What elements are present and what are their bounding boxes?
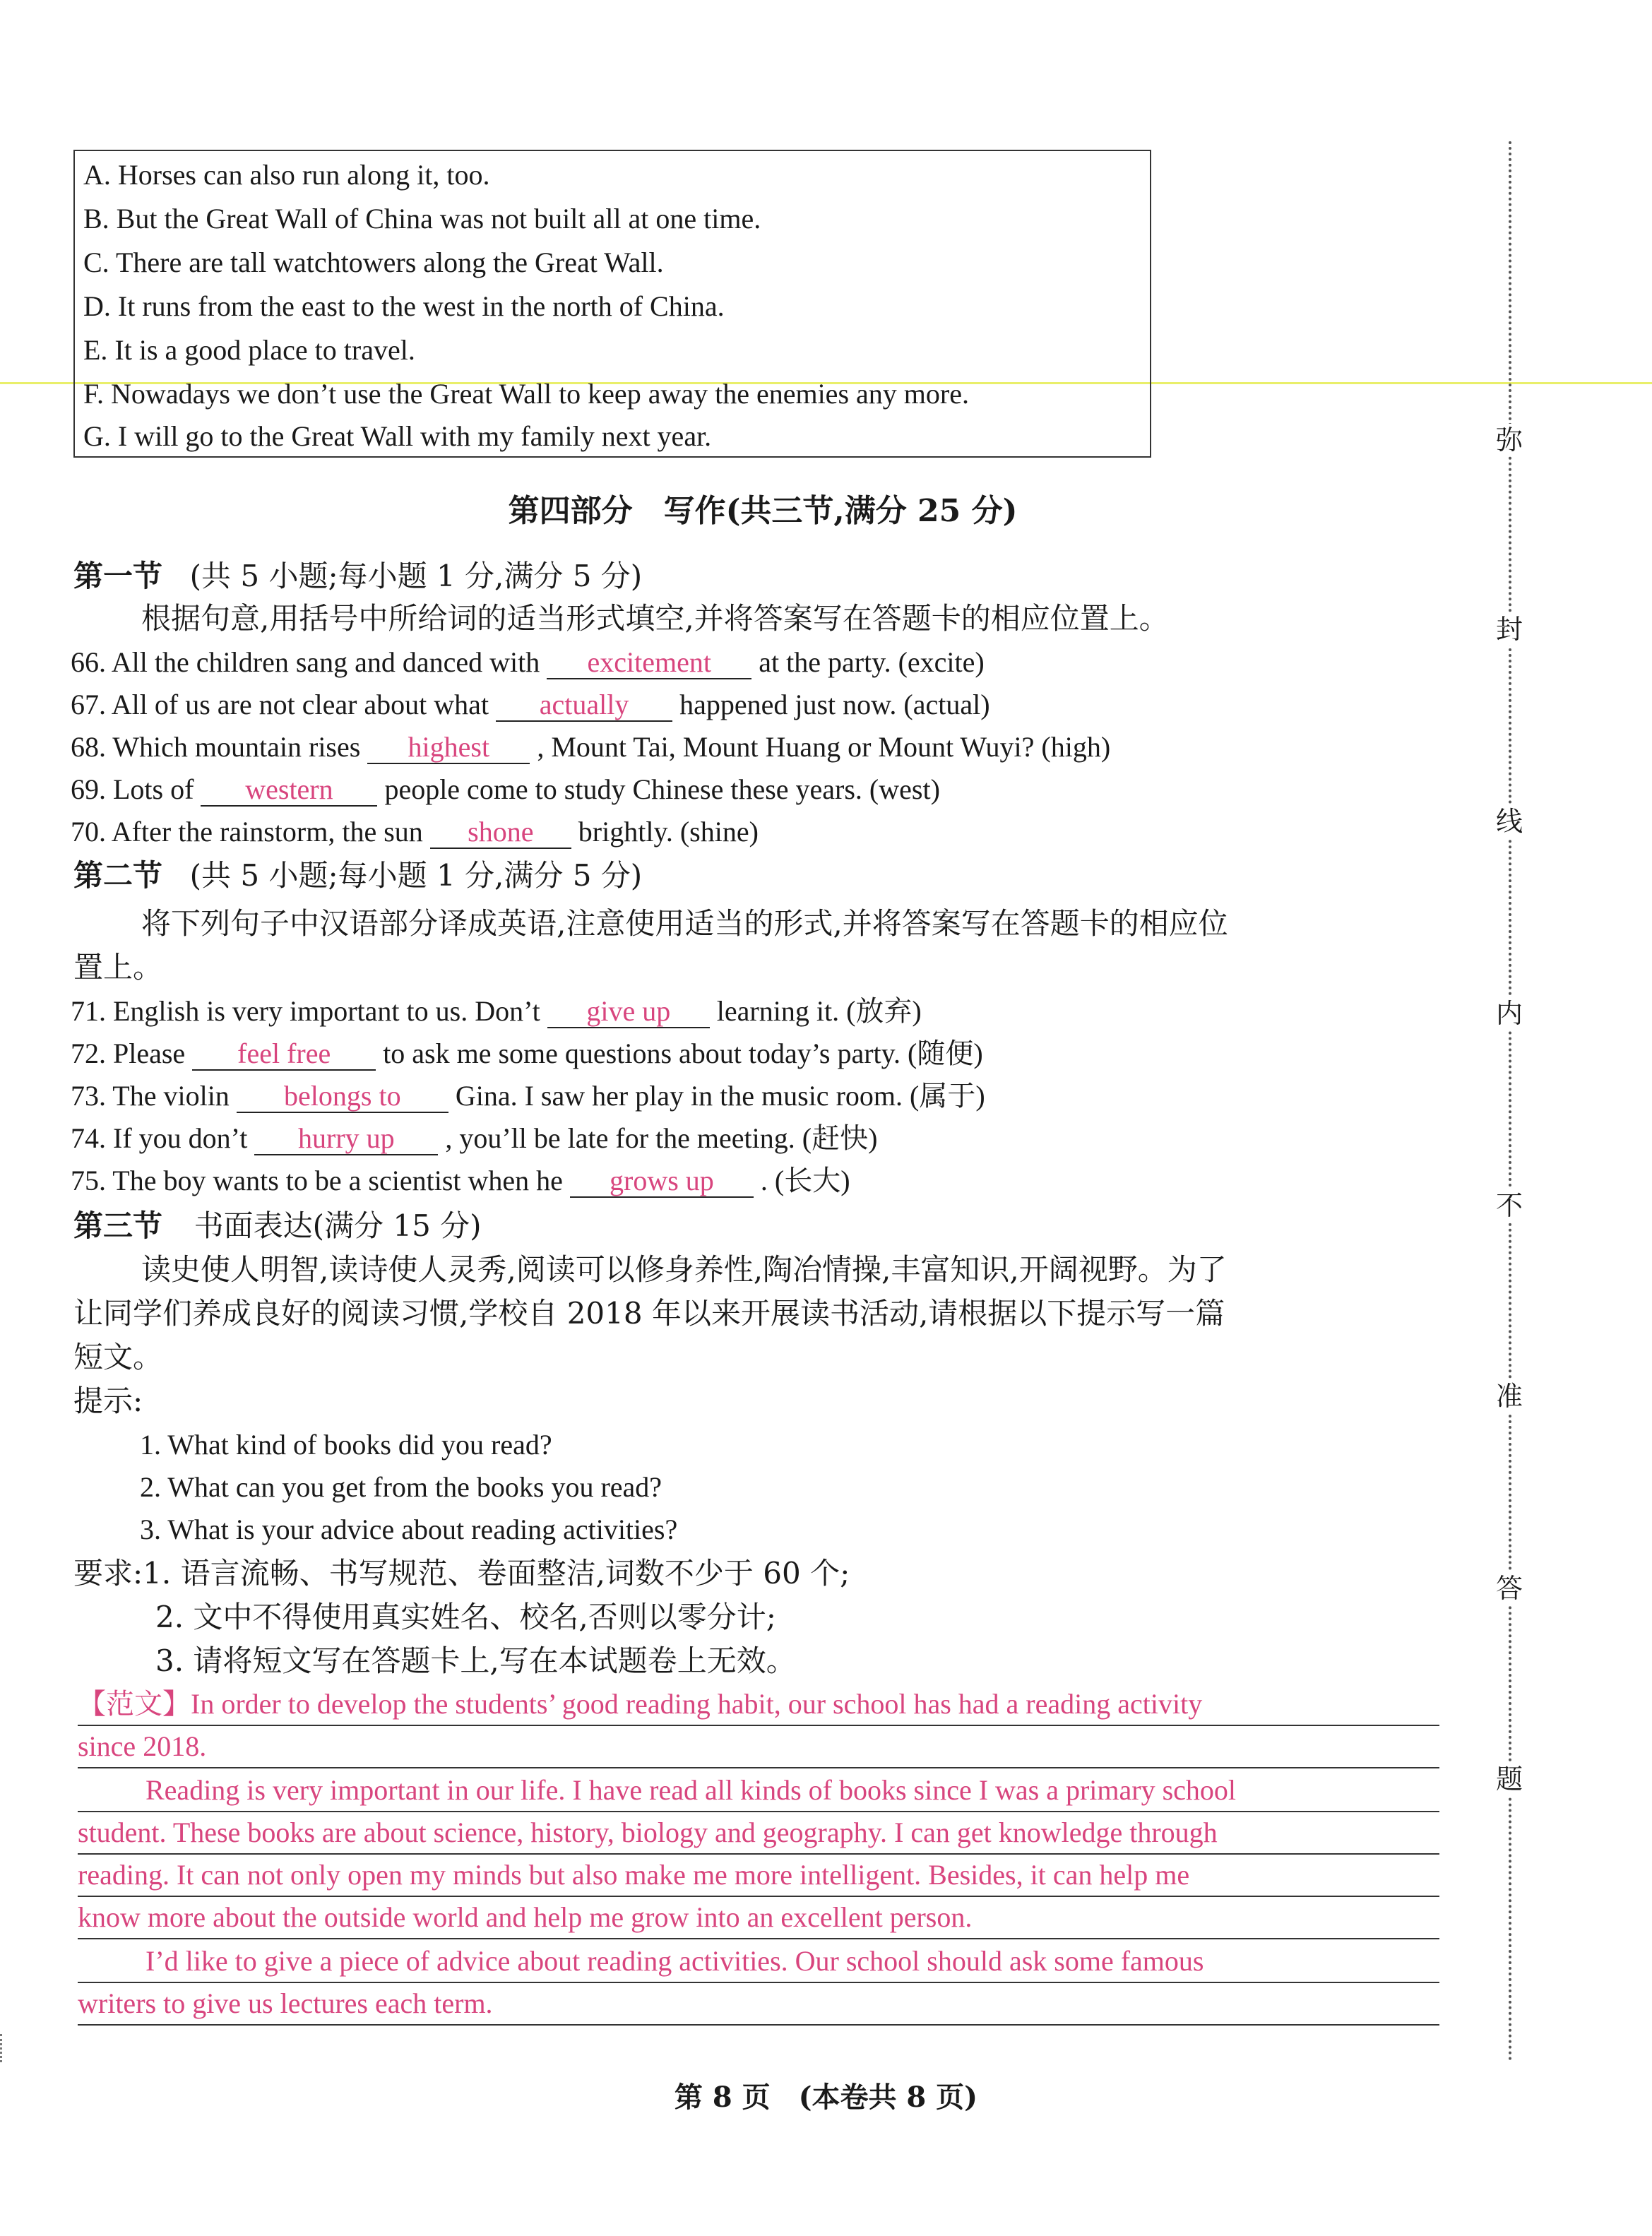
- answer-75: grows up: [570, 1165, 754, 1198]
- question-71: 71. English is very important to us. Don’t give up learning it. (放弃): [71, 995, 922, 1027]
- question-75: 75. The boy wants to be a scientist when he grows up . (长大): [71, 1165, 850, 1196]
- answer-73: belongs to: [237, 1081, 448, 1113]
- question-74: 74. If you don’t hurry up , you’ll be late for the meeting. (赶快): [71, 1122, 878, 1154]
- essay-line-1: 【范文】In order to develop the students’ good reading habit, our school has had a reading activity: [78, 1684, 1439, 1726]
- section1-meta: (共 5 小题;每小题 1 分,满分 5 分): [189, 559, 643, 593]
- options-box: [73, 150, 1151, 458]
- option-f: F. Nowadays we don’t use the Great Wall to keep away the enemies any more.: [83, 378, 969, 410]
- binding-char-6: 准: [1493, 1380, 1526, 1413]
- hints-label: 提示:: [73, 1384, 143, 1418]
- answer-71: give up: [547, 996, 710, 1028]
- essay-line-8: writers to give us lectures each term.: [78, 1983, 1439, 2026]
- question-69: 69. Lots of western people come to study Chinese these years. (west): [71, 773, 940, 805]
- question-70: 70. After the rainstorm, the sun shone brightly. (shine): [71, 816, 759, 848]
- binding-char-4: 内: [1493, 997, 1526, 1030]
- requirement-1: 1. 语言流畅、书写规范、卷面整洁,词数不少于 60 个;: [143, 1556, 850, 1590]
- option-b: B. But the Great Wall of China was not built all at one time.: [83, 203, 761, 234]
- section1-instruction: 根据句意,用括号中所给词的适当形式填空,并将答案写在答题卡的相应位置上。: [141, 601, 1169, 636]
- essay-line-4: student. These books are about science, history, biology and geography. I can get knowledge through: [78, 1812, 1439, 1855]
- hint-3: 3. What is your advice about reading activities?: [140, 1514, 678, 1545]
- model-essay-tag: 【范文】: [78, 1688, 191, 1720]
- section2-instruction-1: 将下列句子中汉语部分译成英语,注意使用适当的形式,并将答案写在答题卡的相应位: [141, 906, 1228, 941]
- option-c: C. There are tall watchtowers along the Great Wall.: [83, 246, 664, 278]
- option-e: E. It is a good place to travel.: [83, 334, 415, 366]
- binding-char-3: 线: [1493, 805, 1526, 838]
- section1-heading: [73, 555, 642, 597]
- binding-char-2: 封: [1493, 613, 1526, 646]
- section2-title: 第二节: [73, 858, 163, 893]
- requirements: [73, 1552, 850, 1595]
- question-66: 66. All the children sang and danced with excitement at the party. (excite): [71, 646, 985, 678]
- option-a: A. Horses can also run along it, too.: [83, 159, 490, 191]
- option-d: D. It runs from the east to the west in the north of China.: [83, 290, 725, 322]
- essay-line-5: reading. It can not only open my minds but also make me more intelligent. Besides, it can help me: [78, 1855, 1439, 1897]
- answer-67: actually: [496, 689, 672, 722]
- answer-70: shone: [430, 816, 571, 849]
- requirements-label: 要求:: [73, 1556, 143, 1590]
- part-title: 第四部分 写作(共三节,满分 25 分): [508, 493, 1018, 529]
- left-edge-marks: [0, 2034, 2, 2062]
- section2-heading: [73, 855, 642, 897]
- section3-heading: [73, 1205, 482, 1247]
- essay-line-7: I’d like to give a piece of advice about reading activities. Our school should ask some famous: [78, 1941, 1439, 1983]
- binding-char-1: 弥: [1493, 424, 1526, 456]
- answer-68: highest: [367, 732, 530, 764]
- essay-line-2: since 2018.: [78, 1726, 1439, 1768]
- section3-intro-1: 读史使人明智,读诗使人灵秀,阅读可以修身养性,陶冶情操,丰富知识,开阔视野。为了: [141, 1252, 1227, 1287]
- option-g: G. I will go to the Great Wall with my family next year.: [83, 420, 712, 452]
- question-67: 67. All of us are not clear about what actually happened just now. (actual): [71, 689, 990, 720]
- section3-intro-3: 短文。: [73, 1340, 163, 1374]
- answer-66: excitement: [547, 647, 751, 679]
- answer-74: hurry up: [254, 1123, 438, 1155]
- requirement-3: 3. 请将短文写在答题卡上,写在本试题卷上无效。: [155, 1643, 796, 1678]
- section3-intro-2: 让同学们养成良好的阅读习惯,学校自 2018 年以来开展读书活动,请根据以下提示写一篇: [73, 1296, 1225, 1331]
- binding-char-7: 答: [1493, 1572, 1526, 1605]
- section2-meta: (共 5 小题;每小题 1 分,满分 5 分): [189, 858, 643, 893]
- page-footer: 第 8 页 (本卷共 8 页): [674, 2081, 978, 2114]
- section1-title: 第一节: [73, 559, 163, 593]
- hint-1: 1. What kind of books did you read?: [140, 1429, 552, 1461]
- hint-2: 2. What can you get from the books you read?: [140, 1471, 662, 1503]
- section2-instruction-2: 置上。: [73, 950, 163, 985]
- requirement-2: 2. 文中不得使用真实姓名、校名,否则以零分计;: [155, 1600, 776, 1634]
- answer-72: feel free: [192, 1038, 376, 1071]
- answer-69: western: [201, 774, 377, 807]
- section3-meta: 书面表达(满分 15 分): [194, 1208, 482, 1243]
- question-72: 72. Please feel free to ask me some questions about today’s party. (随便): [71, 1037, 983, 1069]
- question-73: 73. The violin belongs to Gina. I saw her play in the music room. (属于): [71, 1080, 985, 1112]
- section3-title: 第三节: [73, 1208, 163, 1243]
- essay-line-3: Reading is very important in our life. I have read all kinds of books since I was a primary school: [78, 1770, 1439, 1812]
- essay-line-6: know more about the outside world and help me grow into an excellent person.: [78, 1897, 1439, 1939]
- question-68: 68. Which mountain rises highest , Mount Tai, Mount Huang or Mount Wuyi? (high): [71, 731, 1111, 763]
- binding-char-8: 题: [1493, 1763, 1526, 1795]
- binding-char-5: 不: [1493, 1189, 1526, 1222]
